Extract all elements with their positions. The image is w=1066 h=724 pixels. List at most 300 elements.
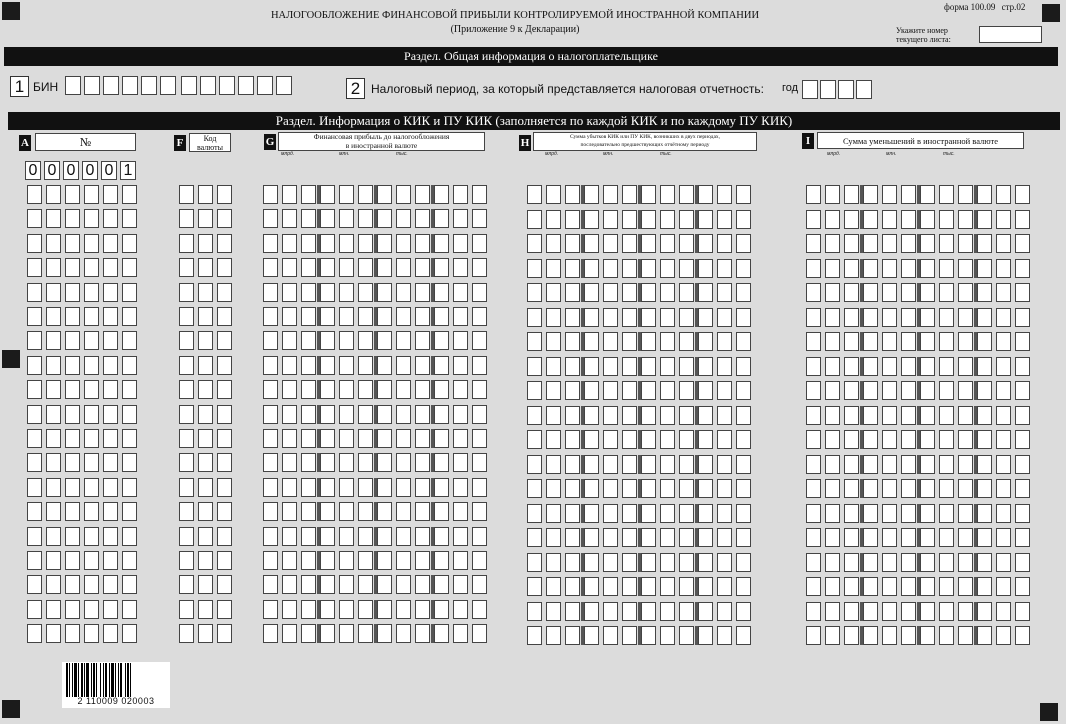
a-number-cell[interactable] xyxy=(122,478,137,497)
i-reduction-cell[interactable] xyxy=(882,332,897,351)
i-reduction-cell[interactable] xyxy=(1015,357,1030,376)
i-reduction-cell[interactable] xyxy=(806,479,821,498)
h-loss-cell[interactable] xyxy=(736,479,751,498)
a-number-cell[interactable] xyxy=(65,624,80,643)
h-loss-cell[interactable] xyxy=(603,357,618,376)
a-number-cell[interactable] xyxy=(122,380,137,399)
h-loss-cell[interactable] xyxy=(717,210,732,229)
a-number-cell[interactable] xyxy=(103,209,118,228)
g-profit-cell[interactable] xyxy=(263,551,278,570)
h-loss-cell[interactable] xyxy=(603,406,618,425)
h-loss-cell[interactable] xyxy=(641,430,656,449)
row-number-digit[interactable]: 0 xyxy=(44,161,60,180)
g-profit-cell[interactable] xyxy=(472,527,487,546)
i-reduction-cell[interactable] xyxy=(825,626,840,645)
h-loss-cell[interactable] xyxy=(679,357,694,376)
h-loss-cell[interactable] xyxy=(660,259,675,278)
i-reduction-cell[interactable] xyxy=(863,308,878,327)
g-profit-cell[interactable] xyxy=(282,502,297,521)
f-currency-cell[interactable] xyxy=(198,478,213,497)
g-profit-cell[interactable] xyxy=(263,527,278,546)
g-profit-cell[interactable] xyxy=(377,502,392,521)
h-loss-cell[interactable] xyxy=(622,553,637,572)
bin-digit-cell[interactable] xyxy=(276,76,292,95)
h-loss-cell[interactable] xyxy=(603,553,618,572)
g-profit-cell[interactable] xyxy=(453,185,468,204)
g-profit-cell[interactable] xyxy=(263,283,278,302)
a-number-cell[interactable] xyxy=(46,502,61,521)
g-profit-cell[interactable] xyxy=(434,624,449,643)
a-number-cell[interactable] xyxy=(103,283,118,302)
h-loss-cell[interactable] xyxy=(679,602,694,621)
i-reduction-cell[interactable] xyxy=(977,602,992,621)
f-currency-cell[interactable] xyxy=(198,185,213,204)
g-profit-cell[interactable] xyxy=(282,380,297,399)
i-reduction-cell[interactable] xyxy=(863,553,878,572)
h-loss-cell[interactable] xyxy=(660,381,675,400)
a-number-cell[interactable] xyxy=(46,331,61,350)
a-number-cell[interactable] xyxy=(103,502,118,521)
g-profit-cell[interactable] xyxy=(263,331,278,350)
h-loss-cell[interactable] xyxy=(698,283,713,302)
year-digit-cell[interactable] xyxy=(856,80,872,99)
g-profit-cell[interactable] xyxy=(320,551,335,570)
h-loss-cell[interactable] xyxy=(546,406,561,425)
h-loss-cell[interactable] xyxy=(622,308,637,327)
a-number-cell[interactable] xyxy=(84,527,99,546)
g-profit-cell[interactable] xyxy=(396,624,411,643)
i-reduction-cell[interactable] xyxy=(844,406,859,425)
f-currency-cell[interactable] xyxy=(217,624,232,643)
i-reduction-cell[interactable] xyxy=(1015,185,1030,204)
h-loss-cell[interactable] xyxy=(565,357,580,376)
g-profit-cell[interactable] xyxy=(339,185,354,204)
g-profit-cell[interactable] xyxy=(320,405,335,424)
h-loss-cell[interactable] xyxy=(527,210,542,229)
i-reduction-cell[interactable] xyxy=(939,528,954,547)
g-profit-cell[interactable] xyxy=(396,258,411,277)
g-profit-cell[interactable] xyxy=(282,600,297,619)
g-profit-cell[interactable] xyxy=(320,380,335,399)
f-currency-cell[interactable] xyxy=(217,527,232,546)
g-profit-cell[interactable] xyxy=(358,429,373,448)
h-loss-cell[interactable] xyxy=(660,602,675,621)
h-loss-cell[interactable] xyxy=(622,577,637,596)
i-reduction-cell[interactable] xyxy=(1015,504,1030,523)
h-loss-cell[interactable] xyxy=(603,626,618,645)
h-loss-cell[interactable] xyxy=(679,553,694,572)
g-profit-cell[interactable] xyxy=(396,502,411,521)
bin-digit-cell[interactable] xyxy=(238,76,254,95)
f-currency-cell[interactable] xyxy=(217,551,232,570)
g-profit-cell[interactable] xyxy=(453,380,468,399)
g-profit-cell[interactable] xyxy=(377,575,392,594)
h-loss-cell[interactable] xyxy=(546,381,561,400)
g-profit-cell[interactable] xyxy=(339,209,354,228)
a-number-cell[interactable] xyxy=(27,307,42,326)
i-reduction-cell[interactable] xyxy=(996,504,1011,523)
a-number-cell[interactable] xyxy=(103,478,118,497)
a-number-cell[interactable] xyxy=(46,575,61,594)
i-reduction-cell[interactable] xyxy=(996,602,1011,621)
g-profit-cell[interactable] xyxy=(301,405,316,424)
h-loss-cell[interactable] xyxy=(641,455,656,474)
g-profit-cell[interactable] xyxy=(263,624,278,643)
f-currency-cell[interactable] xyxy=(198,258,213,277)
h-loss-cell[interactable] xyxy=(717,381,732,400)
h-loss-cell[interactable] xyxy=(584,553,599,572)
g-profit-cell[interactable] xyxy=(472,356,487,375)
h-loss-cell[interactable] xyxy=(546,455,561,474)
f-currency-cell[interactable] xyxy=(217,405,232,424)
h-loss-cell[interactable] xyxy=(565,528,580,547)
i-reduction-cell[interactable] xyxy=(901,626,916,645)
f-currency-cell[interactable] xyxy=(217,283,232,302)
h-loss-cell[interactable] xyxy=(717,479,732,498)
h-loss-cell[interactable] xyxy=(527,234,542,253)
f-currency-cell[interactable] xyxy=(198,331,213,350)
g-profit-cell[interactable] xyxy=(415,478,430,497)
i-reduction-cell[interactable] xyxy=(996,406,1011,425)
h-loss-cell[interactable] xyxy=(660,577,675,596)
i-reduction-cell[interactable] xyxy=(806,626,821,645)
h-loss-cell[interactable] xyxy=(603,308,618,327)
a-number-cell[interactable] xyxy=(27,527,42,546)
g-profit-cell[interactable] xyxy=(434,185,449,204)
i-reduction-cell[interactable] xyxy=(977,406,992,425)
g-profit-cell[interactable] xyxy=(358,575,373,594)
a-number-cell[interactable] xyxy=(84,185,99,204)
a-number-cell[interactable] xyxy=(46,527,61,546)
h-loss-cell[interactable] xyxy=(527,528,542,547)
g-profit-cell[interactable] xyxy=(377,453,392,472)
g-profit-cell[interactable] xyxy=(396,356,411,375)
h-loss-cell[interactable] xyxy=(698,528,713,547)
f-currency-cell[interactable] xyxy=(179,234,194,253)
a-number-cell[interactable] xyxy=(122,234,137,253)
h-loss-cell[interactable] xyxy=(660,234,675,253)
a-number-cell[interactable] xyxy=(122,283,137,302)
g-profit-cell[interactable] xyxy=(339,478,354,497)
i-reduction-cell[interactable] xyxy=(920,577,935,596)
h-loss-cell[interactable] xyxy=(679,332,694,351)
g-profit-cell[interactable] xyxy=(415,283,430,302)
h-loss-cell[interactable] xyxy=(584,259,599,278)
f-currency-cell[interactable] xyxy=(198,453,213,472)
bin-digit-cell[interactable] xyxy=(257,76,273,95)
i-reduction-cell[interactable] xyxy=(920,381,935,400)
i-reduction-cell[interactable] xyxy=(958,626,973,645)
i-reduction-cell[interactable] xyxy=(1015,602,1030,621)
g-profit-cell[interactable] xyxy=(396,331,411,350)
i-reduction-cell[interactable] xyxy=(844,234,859,253)
g-profit-cell[interactable] xyxy=(358,283,373,302)
h-loss-cell[interactable] xyxy=(679,210,694,229)
g-profit-cell[interactable] xyxy=(358,405,373,424)
f-currency-cell[interactable] xyxy=(217,429,232,448)
h-loss-cell[interactable] xyxy=(622,406,637,425)
a-number-cell[interactable] xyxy=(84,575,99,594)
row-number-digit[interactable]: 0 xyxy=(25,161,41,180)
i-reduction-cell[interactable] xyxy=(977,357,992,376)
i-reduction-cell[interactable] xyxy=(844,210,859,229)
h-loss-cell[interactable] xyxy=(565,479,580,498)
h-loss-cell[interactable] xyxy=(527,259,542,278)
a-number-cell[interactable] xyxy=(84,453,99,472)
h-loss-cell[interactable] xyxy=(603,430,618,449)
g-profit-cell[interactable] xyxy=(472,502,487,521)
h-loss-cell[interactable] xyxy=(736,357,751,376)
i-reduction-cell[interactable] xyxy=(806,283,821,302)
h-loss-cell[interactable] xyxy=(527,332,542,351)
g-profit-cell[interactable] xyxy=(396,209,411,228)
i-reduction-cell[interactable] xyxy=(882,577,897,596)
i-reduction-cell[interactable] xyxy=(844,381,859,400)
i-reduction-cell[interactable] xyxy=(1015,479,1030,498)
f-currency-cell[interactable] xyxy=(179,331,194,350)
g-profit-cell[interactable] xyxy=(472,380,487,399)
g-profit-cell[interactable] xyxy=(282,478,297,497)
i-reduction-cell[interactable] xyxy=(844,602,859,621)
i-reduction-cell[interactable] xyxy=(920,283,935,302)
h-loss-cell[interactable] xyxy=(660,528,675,547)
g-profit-cell[interactable] xyxy=(415,624,430,643)
a-number-cell[interactable] xyxy=(103,356,118,375)
h-loss-cell[interactable] xyxy=(641,357,656,376)
i-reduction-cell[interactable] xyxy=(825,357,840,376)
h-loss-cell[interactable] xyxy=(698,577,713,596)
h-loss-cell[interactable] xyxy=(603,259,618,278)
a-number-cell[interactable] xyxy=(65,527,80,546)
i-reduction-cell[interactable] xyxy=(958,479,973,498)
g-profit-cell[interactable] xyxy=(377,527,392,546)
h-loss-cell[interactable] xyxy=(603,210,618,229)
h-loss-cell[interactable] xyxy=(698,430,713,449)
a-number-cell[interactable] xyxy=(122,575,137,594)
g-profit-cell[interactable] xyxy=(358,356,373,375)
i-reduction-cell[interactable] xyxy=(825,455,840,474)
a-number-cell[interactable] xyxy=(65,331,80,350)
i-reduction-cell[interactable] xyxy=(825,479,840,498)
i-reduction-cell[interactable] xyxy=(939,430,954,449)
h-loss-cell[interactable] xyxy=(660,504,675,523)
i-reduction-cell[interactable] xyxy=(863,504,878,523)
h-loss-cell[interactable] xyxy=(603,381,618,400)
i-reduction-cell[interactable] xyxy=(901,234,916,253)
i-reduction-cell[interactable] xyxy=(920,553,935,572)
i-reduction-cell[interactable] xyxy=(901,455,916,474)
i-reduction-cell[interactable] xyxy=(901,553,916,572)
h-loss-cell[interactable] xyxy=(603,185,618,204)
i-reduction-cell[interactable] xyxy=(958,332,973,351)
a-number-cell[interactable] xyxy=(122,429,137,448)
g-profit-cell[interactable] xyxy=(472,283,487,302)
h-loss-cell[interactable] xyxy=(565,234,580,253)
g-profit-cell[interactable] xyxy=(339,331,354,350)
i-reduction-cell[interactable] xyxy=(939,185,954,204)
year-digit-cell[interactable] xyxy=(838,80,854,99)
h-loss-cell[interactable] xyxy=(565,455,580,474)
h-loss-cell[interactable] xyxy=(546,210,561,229)
g-profit-cell[interactable] xyxy=(396,575,411,594)
a-number-cell[interactable] xyxy=(103,331,118,350)
a-number-cell[interactable] xyxy=(122,258,137,277)
a-number-cell[interactable] xyxy=(27,600,42,619)
g-profit-cell[interactable] xyxy=(434,405,449,424)
h-loss-cell[interactable] xyxy=(679,455,694,474)
i-reduction-cell[interactable] xyxy=(920,626,935,645)
h-loss-cell[interactable] xyxy=(736,234,751,253)
g-profit-cell[interactable] xyxy=(434,209,449,228)
h-loss-cell[interactable] xyxy=(717,602,732,621)
g-profit-cell[interactable] xyxy=(434,478,449,497)
h-loss-cell[interactable] xyxy=(698,553,713,572)
h-loss-cell[interactable] xyxy=(603,234,618,253)
i-reduction-cell[interactable] xyxy=(996,332,1011,351)
a-number-cell[interactable] xyxy=(65,478,80,497)
i-reduction-cell[interactable] xyxy=(977,283,992,302)
g-profit-cell[interactable] xyxy=(301,478,316,497)
a-number-cell[interactable] xyxy=(65,185,80,204)
i-reduction-cell[interactable] xyxy=(882,185,897,204)
g-profit-cell[interactable] xyxy=(358,453,373,472)
h-loss-cell[interactable] xyxy=(736,332,751,351)
h-loss-cell[interactable] xyxy=(641,406,656,425)
i-reduction-cell[interactable] xyxy=(977,455,992,474)
bin-digit-cell[interactable] xyxy=(219,76,235,95)
g-profit-cell[interactable] xyxy=(377,356,392,375)
h-loss-cell[interactable] xyxy=(584,308,599,327)
a-number-cell[interactable] xyxy=(65,600,80,619)
h-loss-cell[interactable] xyxy=(546,308,561,327)
i-reduction-cell[interactable] xyxy=(901,185,916,204)
i-reduction-cell[interactable] xyxy=(1015,308,1030,327)
i-reduction-cell[interactable] xyxy=(977,504,992,523)
i-reduction-cell[interactable] xyxy=(844,430,859,449)
g-profit-cell[interactable] xyxy=(358,600,373,619)
g-profit-cell[interactable] xyxy=(472,600,487,619)
h-loss-cell[interactable] xyxy=(603,577,618,596)
i-reduction-cell[interactable] xyxy=(920,332,935,351)
f-currency-cell[interactable] xyxy=(198,600,213,619)
i-reduction-cell[interactable] xyxy=(939,455,954,474)
g-profit-cell[interactable] xyxy=(396,527,411,546)
h-loss-cell[interactable] xyxy=(565,577,580,596)
g-profit-cell[interactable] xyxy=(358,234,373,253)
h-loss-cell[interactable] xyxy=(546,528,561,547)
h-loss-cell[interactable] xyxy=(679,259,694,278)
a-number-cell[interactable] xyxy=(65,258,80,277)
a-number-cell[interactable] xyxy=(65,209,80,228)
i-reduction-cell[interactable] xyxy=(882,455,897,474)
i-reduction-cell[interactable] xyxy=(882,357,897,376)
h-loss-cell[interactable] xyxy=(546,185,561,204)
i-reduction-cell[interactable] xyxy=(920,455,935,474)
i-reduction-cell[interactable] xyxy=(996,308,1011,327)
g-profit-cell[interactable] xyxy=(301,575,316,594)
g-profit-cell[interactable] xyxy=(282,307,297,326)
g-profit-cell[interactable] xyxy=(396,185,411,204)
i-reduction-cell[interactable] xyxy=(977,430,992,449)
i-reduction-cell[interactable] xyxy=(901,430,916,449)
i-reduction-cell[interactable] xyxy=(958,308,973,327)
f-currency-cell[interactable] xyxy=(179,185,194,204)
i-reduction-cell[interactable] xyxy=(882,406,897,425)
i-reduction-cell[interactable] xyxy=(825,185,840,204)
g-profit-cell[interactable] xyxy=(301,209,316,228)
i-reduction-cell[interactable] xyxy=(806,455,821,474)
g-profit-cell[interactable] xyxy=(282,283,297,302)
i-reduction-cell[interactable] xyxy=(958,234,973,253)
h-loss-cell[interactable] xyxy=(584,332,599,351)
h-loss-cell[interactable] xyxy=(584,357,599,376)
i-reduction-cell[interactable] xyxy=(863,626,878,645)
g-profit-cell[interactable] xyxy=(282,185,297,204)
g-profit-cell[interactable] xyxy=(339,356,354,375)
i-reduction-cell[interactable] xyxy=(863,357,878,376)
i-reduction-cell[interactable] xyxy=(863,332,878,351)
g-profit-cell[interactable] xyxy=(377,283,392,302)
h-loss-cell[interactable] xyxy=(527,504,542,523)
f-currency-cell[interactable] xyxy=(179,600,194,619)
h-loss-cell[interactable] xyxy=(622,602,637,621)
bin-digit-cell[interactable] xyxy=(65,76,81,95)
h-loss-cell[interactable] xyxy=(660,626,675,645)
f-currency-cell[interactable] xyxy=(217,600,232,619)
h-loss-cell[interactable] xyxy=(736,553,751,572)
f-currency-cell[interactable] xyxy=(198,527,213,546)
h-loss-cell[interactable] xyxy=(603,283,618,302)
h-loss-cell[interactable] xyxy=(698,259,713,278)
a-number-cell[interactable] xyxy=(46,551,61,570)
g-profit-cell[interactable] xyxy=(415,600,430,619)
h-loss-cell[interactable] xyxy=(641,528,656,547)
f-currency-cell[interactable] xyxy=(198,429,213,448)
f-currency-cell[interactable] xyxy=(217,380,232,399)
g-profit-cell[interactable] xyxy=(358,307,373,326)
g-profit-cell[interactable] xyxy=(377,405,392,424)
a-number-cell[interactable] xyxy=(27,380,42,399)
h-loss-cell[interactable] xyxy=(584,602,599,621)
g-profit-cell[interactable] xyxy=(282,331,297,350)
f-currency-cell[interactable] xyxy=(179,575,194,594)
f-currency-cell[interactable] xyxy=(179,624,194,643)
h-loss-cell[interactable] xyxy=(698,357,713,376)
g-profit-cell[interactable] xyxy=(339,624,354,643)
g-profit-cell[interactable] xyxy=(377,307,392,326)
h-loss-cell[interactable] xyxy=(527,553,542,572)
a-number-cell[interactable] xyxy=(46,185,61,204)
year-digit-cell[interactable] xyxy=(820,80,836,99)
a-number-cell[interactable] xyxy=(27,429,42,448)
i-reduction-cell[interactable] xyxy=(882,602,897,621)
g-profit-cell[interactable] xyxy=(415,502,430,521)
a-number-cell[interactable] xyxy=(46,258,61,277)
h-loss-cell[interactable] xyxy=(546,626,561,645)
h-loss-cell[interactable] xyxy=(527,357,542,376)
g-profit-cell[interactable] xyxy=(320,502,335,521)
f-currency-cell[interactable] xyxy=(198,234,213,253)
i-reduction-cell[interactable] xyxy=(939,602,954,621)
h-loss-cell[interactable] xyxy=(698,602,713,621)
i-reduction-cell[interactable] xyxy=(863,283,878,302)
g-profit-cell[interactable] xyxy=(415,429,430,448)
i-reduction-cell[interactable] xyxy=(958,259,973,278)
g-profit-cell[interactable] xyxy=(377,600,392,619)
f-currency-cell[interactable] xyxy=(217,234,232,253)
i-reduction-cell[interactable] xyxy=(825,308,840,327)
h-loss-cell[interactable] xyxy=(584,234,599,253)
